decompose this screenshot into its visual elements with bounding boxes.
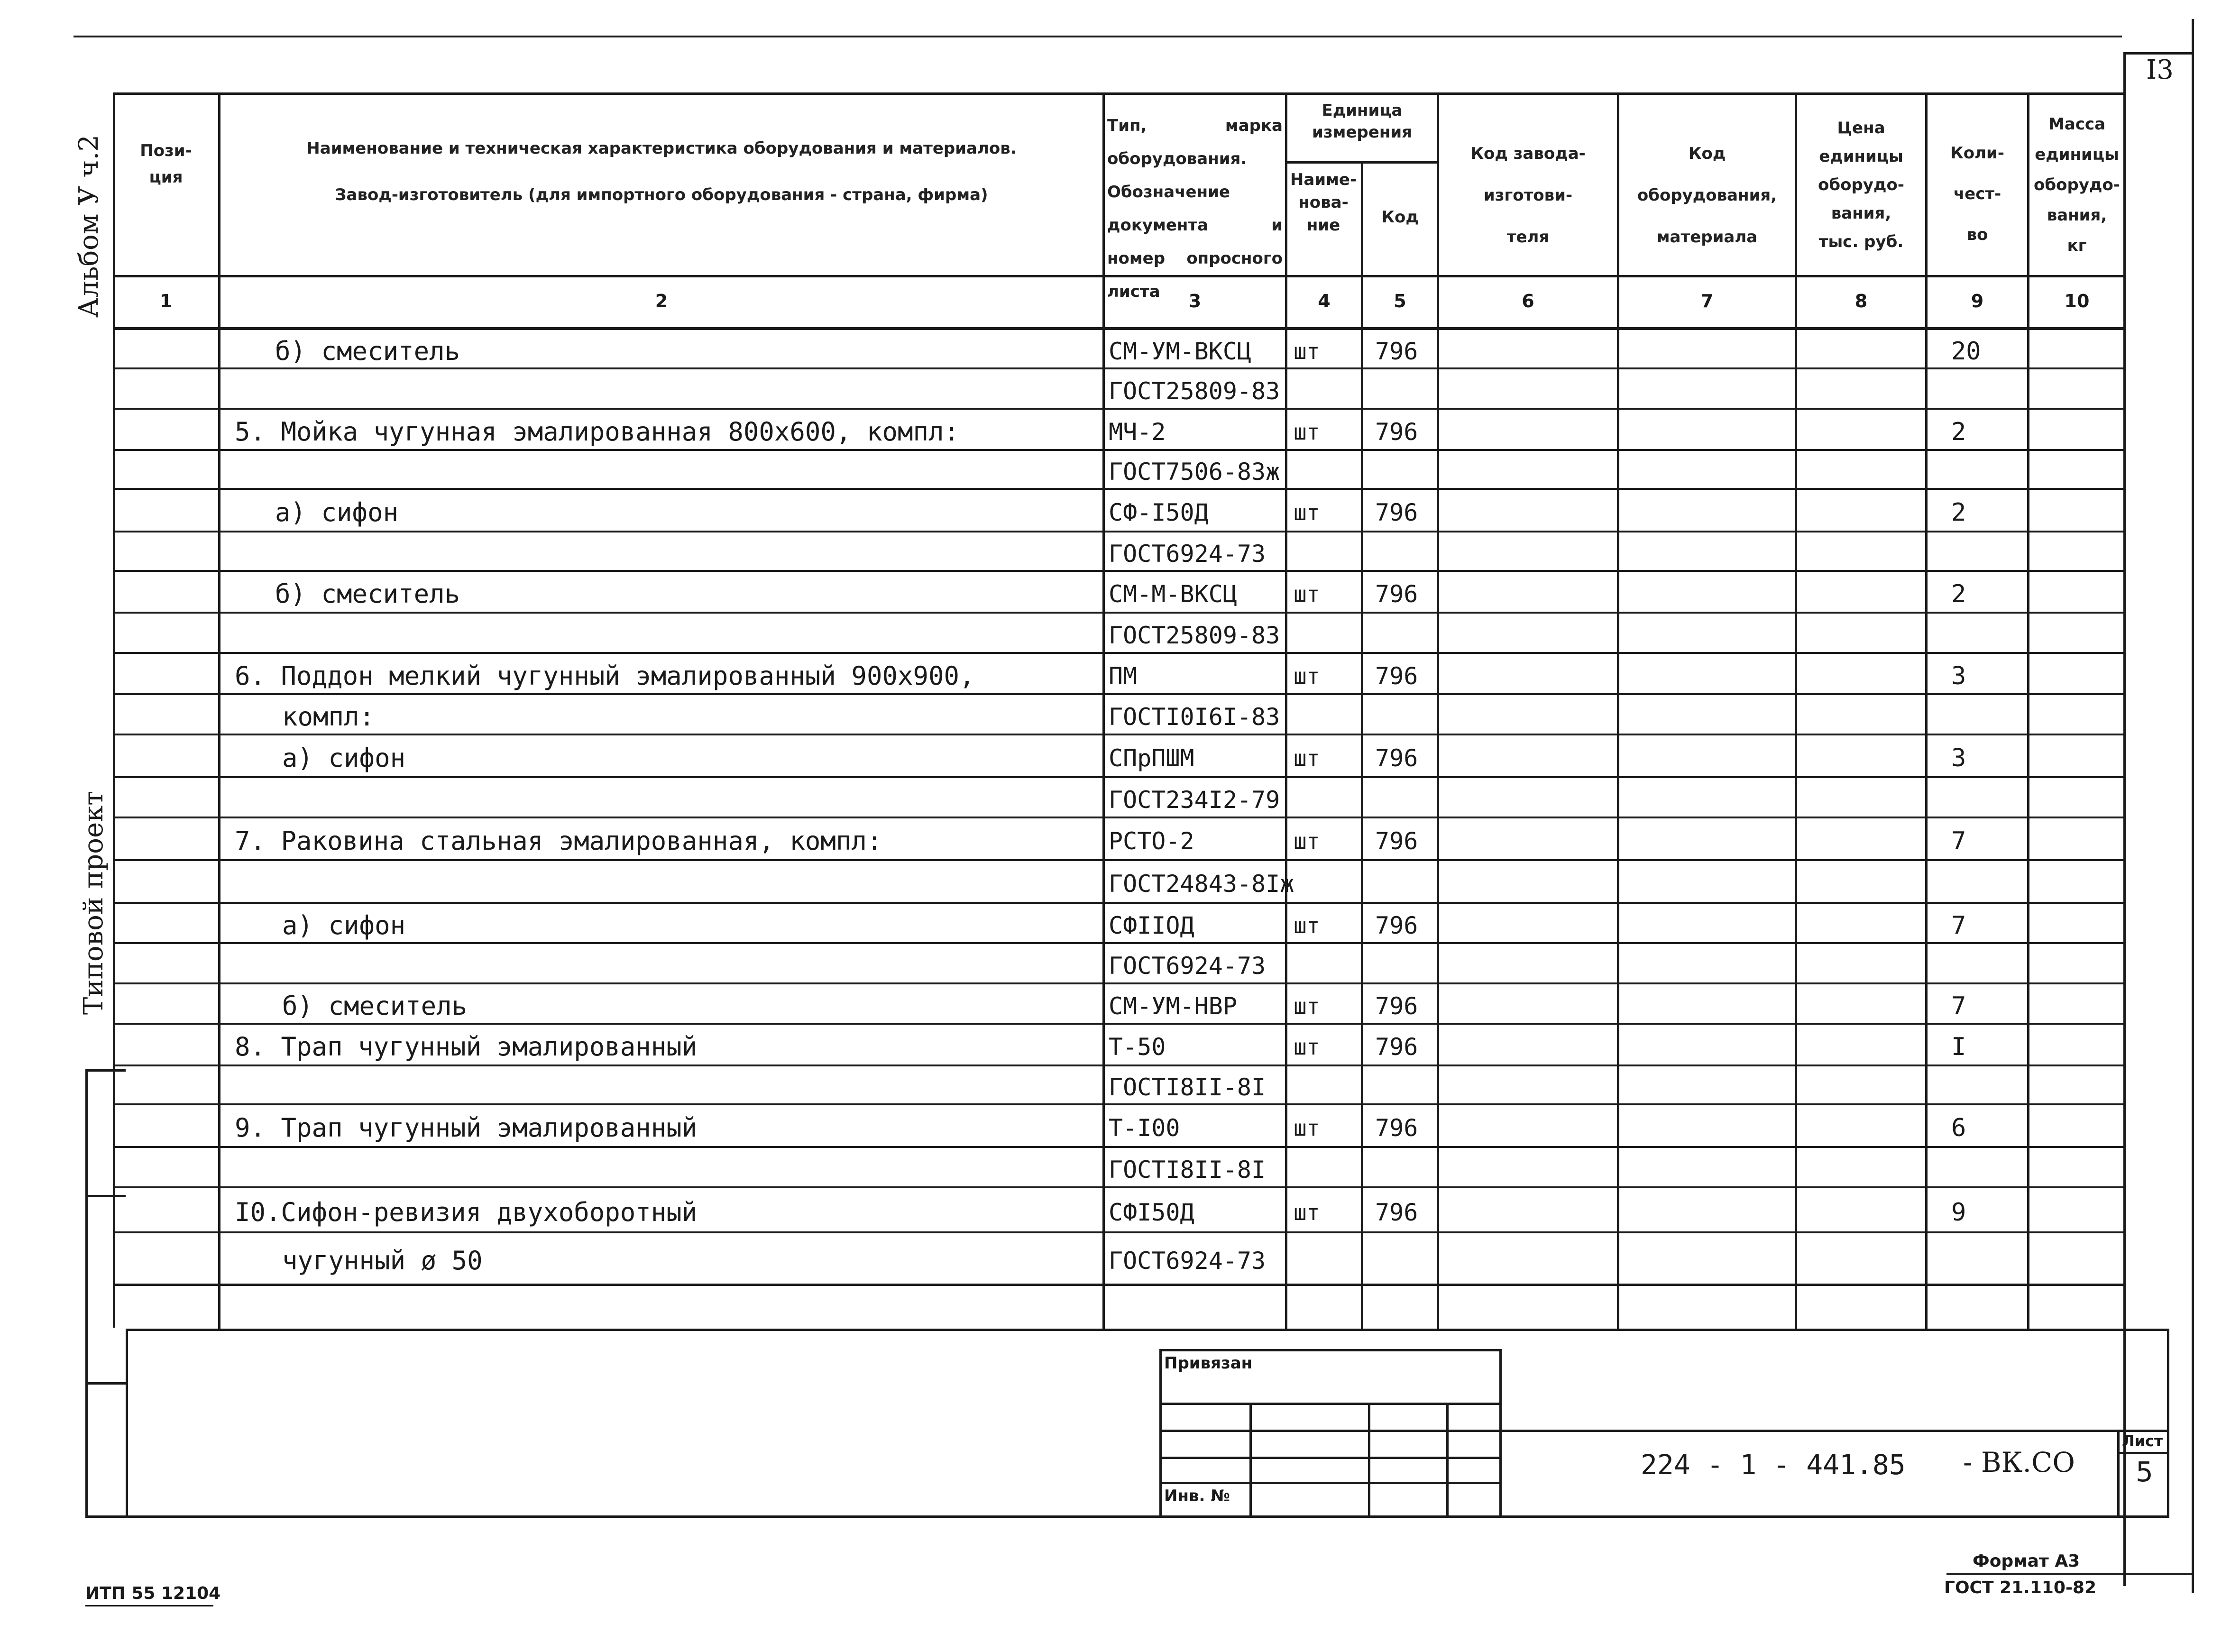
row-unit-code: 796 bbox=[1375, 418, 1418, 446]
stamp-line-3 bbox=[1159, 1457, 1501, 1459]
row-type: ГОСТ234I2-79 bbox=[1109, 786, 1280, 814]
lower-left-line bbox=[126, 1329, 128, 1518]
row-unit: шт bbox=[1294, 912, 1320, 938]
row-quantity: 7 bbox=[1951, 827, 1966, 855]
col-number-3: 3 bbox=[1188, 291, 1202, 312]
itp-underline bbox=[85, 1605, 213, 1606]
row-unit: шт bbox=[1294, 419, 1320, 445]
row-name: компл: bbox=[282, 701, 375, 732]
header-name-line1: Наименование и техническая характеристика оборудования и материалов. bbox=[306, 139, 1017, 158]
sheet-number: 5 bbox=[2136, 1456, 2153, 1488]
row-type: СПрПШМ bbox=[1109, 744, 1194, 772]
frame-bottom-line bbox=[85, 1515, 2169, 1518]
side-project-label: Типовой проект bbox=[78, 790, 109, 1015]
row-type: ГОСТ6924-73 bbox=[1109, 1247, 1266, 1275]
row-name: чугунный ø 50 bbox=[282, 1246, 483, 1276]
col-number-9: 9 bbox=[1971, 291, 1984, 312]
corner-box-left bbox=[2123, 52, 2126, 95]
row-quantity: 20 bbox=[1951, 337, 1981, 366]
header-name-line2: Завод-изготовитель (для импортного оборудования - страна, фирма) bbox=[335, 185, 988, 204]
row-name: 8. Трап чугунный эмалированный bbox=[235, 1032, 698, 1062]
row-type: ГОСТ24843-8Iж bbox=[1109, 870, 1294, 898]
row-type: МЧ-2 bbox=[1109, 418, 1166, 446]
stamp-line-2 bbox=[1159, 1430, 1501, 1432]
stamp-line-1 bbox=[1159, 1403, 1501, 1405]
row-unit: шт bbox=[1294, 993, 1320, 1019]
colnum-bottom-line bbox=[113, 327, 2126, 330]
stamp-privyazan-label: Привязан bbox=[1164, 1354, 1253, 1373]
col-number-10: 10 bbox=[2064, 291, 2090, 312]
header-equipment-code: Код оборудования, материала bbox=[1637, 144, 1777, 247]
row-type: ГОСТI8II-8I bbox=[1109, 1156, 1266, 1184]
row-name: 5. Мойка чугунная эмалированная 800х600, компл: bbox=[235, 416, 960, 447]
stamp-inventory-label: Инв. № bbox=[1164, 1487, 1230, 1505]
row-unit-code: 796 bbox=[1375, 992, 1418, 1020]
col-number-8: 8 bbox=[1854, 291, 1868, 312]
far-right-border bbox=[2192, 19, 2194, 1593]
row-name: а) сифон bbox=[275, 497, 399, 527]
row-unit: шт bbox=[1294, 745, 1320, 771]
row-type: СМ-М-ВКСЦ bbox=[1109, 580, 1237, 608]
row-unit-code: 796 bbox=[1375, 338, 1418, 365]
header-quantity: Коли- чест- во bbox=[1950, 144, 2004, 244]
corner-sheet-number: I3 bbox=[2146, 55, 2174, 85]
top-border-line bbox=[73, 36, 2122, 37]
stamp-top-line bbox=[1159, 1349, 1501, 1351]
row-type: ГОСТ6924-73 bbox=[1109, 952, 1266, 980]
row-type: ГОСТ25809-83 bbox=[1109, 621, 1280, 649]
row-name: 9. Трап чугунный эмалированный bbox=[235, 1113, 698, 1143]
row-type: ГОСТ6924-73 bbox=[1109, 540, 1266, 568]
row-quantity: 3 bbox=[1951, 744, 1966, 772]
doc-suffix: - ВК.СО bbox=[1963, 1446, 2075, 1478]
row-quantity: 2 bbox=[1951, 417, 1966, 446]
row-type: ГОСТI8II-8I bbox=[1109, 1074, 1266, 1101]
stamp-right-line bbox=[1499, 1349, 1502, 1517]
row-unit: шт bbox=[1294, 1034, 1320, 1060]
sheet-box-mid bbox=[2117, 1452, 2168, 1454]
row-unit-code: 796 bbox=[1375, 1198, 1418, 1226]
stamp-col-3 bbox=[1446, 1403, 1449, 1517]
binding-strip-mid1 bbox=[85, 1195, 126, 1197]
stamp-col-1 bbox=[1249, 1403, 1252, 1517]
row-unit: шт bbox=[1294, 339, 1320, 364]
row-unit-code: 796 bbox=[1375, 580, 1418, 608]
binding-strip-left bbox=[85, 1069, 88, 1517]
row-unit: шт bbox=[1294, 581, 1320, 607]
col-number-5: 5 bbox=[1394, 291, 1406, 312]
header-price: Цена единицы оборудо- вания, тыс. руб. bbox=[1818, 119, 1904, 251]
table-bottom-line bbox=[126, 1329, 2169, 1331]
row-separator bbox=[113, 1284, 2126, 1286]
row-unit-code: 796 bbox=[1375, 662, 1418, 690]
col-number-7: 7 bbox=[1700, 291, 1714, 312]
table-top-line bbox=[113, 92, 2126, 95]
row-type: Т-I00 bbox=[1109, 1114, 1180, 1142]
col-number-6: 6 bbox=[1522, 291, 1534, 312]
col-number-4: 4 bbox=[1318, 291, 1331, 312]
binding-strip-mid2 bbox=[85, 1382, 126, 1385]
header-plant-code: Код завода- изготови- теля bbox=[1470, 144, 1586, 247]
col-divider-4 bbox=[1361, 161, 1363, 1329]
row-name: 6. Поддон мелкий чугунный эмалированный 900х900, bbox=[235, 661, 975, 691]
unit-subheader-line bbox=[1285, 161, 1438, 164]
row-type: СФI50Д bbox=[1109, 1198, 1194, 1226]
row-name: а) сифон bbox=[282, 910, 406, 940]
side-album-label: Альбом У ч.2 bbox=[73, 135, 104, 318]
row-quantity: 3 bbox=[1951, 661, 1966, 690]
stamp-left-line bbox=[1159, 1349, 1162, 1517]
row-unit: шт bbox=[1294, 663, 1320, 689]
row-type: СМ-УМ-ВКСЦ bbox=[1109, 338, 1252, 365]
row-unit: шт bbox=[1294, 1115, 1320, 1141]
row-type: СФIIОД bbox=[1109, 911, 1194, 939]
row-quantity: 6 bbox=[1951, 1114, 1966, 1142]
row-unit-code: 796 bbox=[1375, 499, 1418, 526]
itp-label: ИТП 55 12104 bbox=[85, 1584, 221, 1603]
row-type: Т-50 bbox=[1109, 1033, 1166, 1061]
row-unit-code: 796 bbox=[1375, 1114, 1418, 1142]
row-type: СМ-УМ-НВР bbox=[1109, 992, 1237, 1020]
row-name: I0.Сифон-ревизия двухоборотный bbox=[235, 1197, 698, 1227]
gost-label: ГОСТ 21.110-82 bbox=[1944, 1578, 2097, 1597]
row-type: РСТО-2 bbox=[1109, 827, 1194, 855]
row-name: а) сифон bbox=[282, 743, 406, 773]
col-number-1: 1 bbox=[159, 291, 173, 312]
header-unit-code: Код bbox=[1381, 208, 1419, 227]
header-position: Пози- ция bbox=[140, 141, 192, 187]
stamp-line-4 bbox=[1159, 1482, 1501, 1484]
col-number-2: 2 bbox=[655, 291, 668, 312]
row-quantity: 2 bbox=[1951, 580, 1966, 608]
doc-block-top-line bbox=[1499, 1430, 2168, 1432]
lower-right-line bbox=[2167, 1329, 2169, 1517]
row-unit-code: 796 bbox=[1375, 1033, 1418, 1061]
header-unit: Единица измерения bbox=[1312, 101, 1412, 142]
row-quantity: I bbox=[1951, 1033, 1966, 1061]
row-type: ГОСТI0I6I-83 bbox=[1109, 703, 1280, 731]
row-unit-code: 796 bbox=[1375, 911, 1418, 939]
doc-number: 224 - 1 - 441.85 bbox=[1641, 1449, 1906, 1481]
row-quantity: 7 bbox=[1951, 991, 1966, 1020]
header-type: Тип, марка оборудования. Обозначение документа и номер опросного листа bbox=[1107, 116, 1283, 301]
binding-strip-top bbox=[85, 1069, 126, 1072]
sheet-label: Лист bbox=[2122, 1432, 2163, 1450]
row-unit: шт bbox=[1294, 828, 1320, 854]
row-type: СФ-I50Д bbox=[1109, 499, 1209, 526]
row-quantity: 7 bbox=[1951, 911, 1966, 940]
header-unit-name: Наиме- нова- ние bbox=[1290, 170, 1357, 235]
row-type: ПМ bbox=[1109, 662, 1138, 690]
row-type: ГОСТ7506-83ж bbox=[1109, 458, 1280, 486]
row-quantity: 9 bbox=[1951, 1198, 1966, 1227]
row-name: б) смеситель bbox=[282, 991, 468, 1021]
row-unit: шт bbox=[1294, 1199, 1320, 1225]
sheet-box-left bbox=[2117, 1430, 2120, 1517]
row-unit-code: 796 bbox=[1375, 744, 1418, 772]
row-name: б) смеситель bbox=[275, 336, 460, 366]
stamp-col-2 bbox=[1368, 1403, 1370, 1517]
footer-line bbox=[1946, 1573, 2193, 1575]
format-label: Формат А3 bbox=[1973, 1551, 2080, 1571]
header-mass: Масса единицы оборудо- вания, кг bbox=[2034, 115, 2120, 255]
row-quantity: 2 bbox=[1951, 498, 1966, 527]
row-unit-code: 796 bbox=[1375, 827, 1418, 855]
row-name: 7. Раковина стальная эмалированная, компл: bbox=[235, 826, 882, 856]
row-name: б) смеситель bbox=[275, 579, 460, 609]
row-type: ГОСТ25809-83 bbox=[1109, 377, 1280, 405]
row-unit: шт bbox=[1294, 500, 1320, 525]
